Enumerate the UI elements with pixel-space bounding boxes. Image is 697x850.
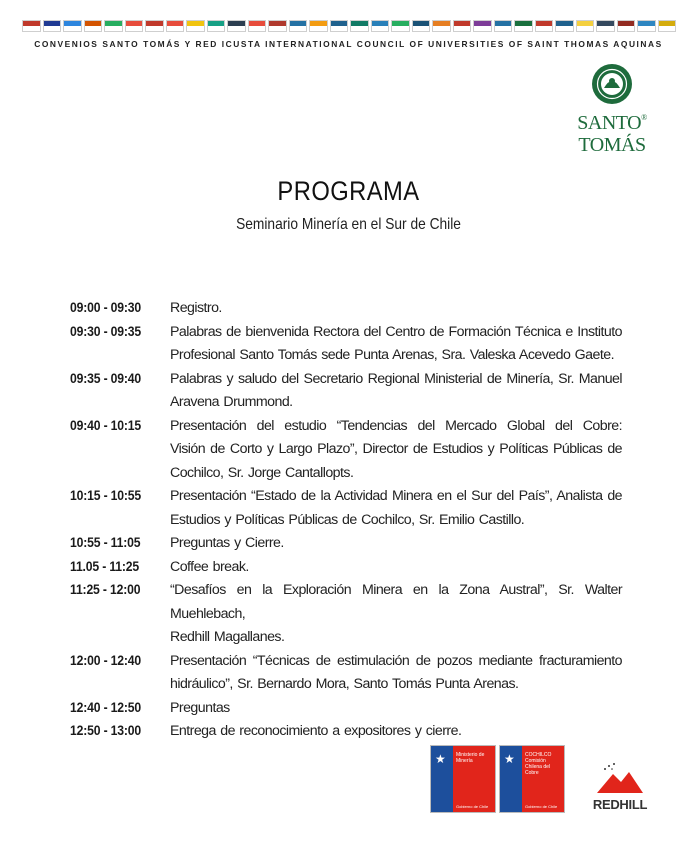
santo-tomas-logo (566, 62, 658, 155)
flag-icon (330, 20, 349, 32)
flag-icon (637, 20, 656, 32)
agenda-row (70, 532, 622, 556)
flag-icon (125, 20, 144, 32)
flag-icon (658, 20, 677, 32)
flag-icon (289, 20, 308, 32)
flag-icon (576, 20, 595, 32)
agenda-line: Entrega de reconocimiento a expositores y cierre. (170, 723, 462, 739)
agenda-line: Redhill Magallanes. (170, 629, 285, 645)
logo-line-2: TOMÁS (578, 134, 646, 156)
flag-icon (412, 20, 431, 32)
agenda-line: Coffee break. (170, 558, 249, 575)
flag-icon (145, 20, 164, 32)
agenda-line: Presentación “Estado de la Actividad Minera en el Sur del País”, Analista de (170, 488, 622, 504)
agenda-line: hidráulico”, Sr. Bernardo Mora, Santo Tomás Punta Arenas. (170, 676, 519, 692)
agenda-row (70, 368, 622, 415)
flag-icon (22, 20, 41, 32)
agenda-row (70, 697, 622, 721)
redhill-logo (586, 760, 654, 812)
flag-icon (104, 20, 123, 32)
flag-icon (186, 20, 205, 32)
flag-icon (596, 20, 615, 32)
agenda-line: Visión de Corto y Largo Plazo”, Director de Estudios y Políticas Públicas de (170, 441, 622, 457)
agenda-description (170, 720, 622, 744)
sponsor-name: COCHILCO Comisión Chilena del Cobre (525, 752, 552, 776)
sponsor-foot: Gobierno de Chile (525, 804, 558, 809)
sponsor-name: Ministerio de Minería (456, 752, 485, 764)
agenda-row (70, 650, 622, 697)
agenda-description (170, 485, 622, 532)
ministerio-mineria-logo (430, 745, 496, 813)
agenda-description (170, 415, 622, 486)
flag-icon (350, 20, 369, 32)
agenda-time: 10:15 - 10:55 (70, 488, 142, 504)
agenda-line: “Desafíos en la Exploración Minera en la Zona Austral”, Sr. Walter Muehlebach, (170, 582, 622, 622)
network-title: CONVENIOS SANTO TOMÁS Y RED ICUSTA INTERNATIONAL COUNCIL OF UNIVERSITIES OF SAINT THOMAS AQUINAS (34, 39, 663, 49)
flag-icon (494, 20, 513, 32)
agenda-time: 12:40 - 12:50 (70, 699, 142, 716)
flag-icon (84, 20, 103, 32)
logo-line-1: SANTO (577, 112, 642, 134)
registered-mark: ® (641, 113, 647, 122)
sponsor-logos (430, 745, 565, 813)
flag-icon (453, 20, 472, 32)
agenda-description (170, 556, 622, 580)
flag-icon (166, 20, 185, 32)
flag-icon (309, 20, 328, 32)
cochilco-logo (499, 745, 565, 813)
flag-icon (473, 20, 492, 32)
agenda-line: Estudios y Políticas Públicas de Cochilco, Sr. Emilio Castillo. (170, 511, 525, 528)
agenda-row (70, 485, 622, 532)
flag-icon (432, 20, 451, 32)
agenda-time: 09:40 - 10:15 (70, 417, 142, 434)
flag-icon (555, 20, 574, 32)
star-icon: ★ (435, 752, 446, 766)
flag-icon (514, 20, 533, 32)
flag-icon (248, 20, 267, 32)
redhill-wordmark: REDHILL (592, 797, 648, 812)
agenda-line: Presentación “Técnicas de estimulación de pozos mediante fracturamiento (170, 652, 622, 669)
agenda-description (170, 368, 622, 415)
agenda-line: Profesional Santo Tomás sede Punta Arenas, Sra. Valeska Acevedo Gaete. (170, 347, 614, 363)
agenda-time: 11.05 - 11:25 (70, 558, 140, 575)
agenda-row (70, 321, 622, 368)
agenda-time: 09:30 - 09:35 (70, 323, 142, 340)
flag-strip (22, 20, 676, 32)
flag-icon (63, 20, 82, 32)
flag-icon (617, 20, 636, 32)
flag-icon (227, 20, 246, 32)
agenda-line: Preguntas y Cierre. (170, 535, 284, 551)
agenda-line: Preguntas (170, 699, 230, 716)
star-icon: ★ (504, 752, 515, 766)
agenda-row (70, 297, 622, 321)
agenda-time: 12:50 - 13:00 (70, 723, 142, 739)
agenda-row (70, 720, 622, 744)
flag-icon (268, 20, 287, 32)
agenda-time: 10:55 - 11:05 (70, 535, 141, 551)
agenda-time: 12:00 - 12:40 (70, 652, 142, 669)
page-title: PROGRAMA (277, 176, 420, 206)
agenda-time: 11:25 - 12:00 (70, 582, 141, 598)
flag-icon (207, 20, 226, 32)
agenda-line: Palabras y saludo del Secretario Regional Ministerial de Minería, Sr. Manuel (170, 370, 622, 387)
agenda-line: Presentación del estudio “Tendencias del Mercado Global del Cobre: (170, 417, 622, 434)
page-subtitle: Seminario Minería en el Sur de Chile (236, 216, 461, 233)
agenda-line: Registro. (170, 300, 222, 316)
agenda-time: 09:35 - 09:40 (70, 370, 142, 387)
agenda-row (70, 415, 622, 486)
sponsor-foot: Gobierno de Chile (456, 804, 489, 809)
agenda-description (170, 532, 622, 556)
university-seal-icon (590, 62, 634, 106)
agenda-line: Cochilco, Sr. Jorge Cantallopts. (170, 464, 354, 481)
flag-icon (535, 20, 554, 32)
agenda-description (170, 697, 622, 721)
flag-icon (43, 20, 62, 32)
agenda-line: Palabras de bienvenida Rectora del Centro de Formación Técnica e Instituto (170, 323, 622, 340)
agenda-description (170, 321, 622, 368)
agenda-description (170, 297, 622, 321)
agenda-line: Aravena Drummond. (170, 394, 293, 410)
agenda-list (70, 297, 622, 744)
agenda-time: 09:00 - 09:30 (70, 300, 142, 316)
agenda-description (170, 650, 622, 697)
agenda-row (70, 579, 622, 650)
agenda-description (170, 579, 622, 650)
flag-icon (371, 20, 390, 32)
flag-icon (391, 20, 410, 32)
agenda-row (70, 556, 622, 580)
mountain-icon (595, 760, 645, 794)
